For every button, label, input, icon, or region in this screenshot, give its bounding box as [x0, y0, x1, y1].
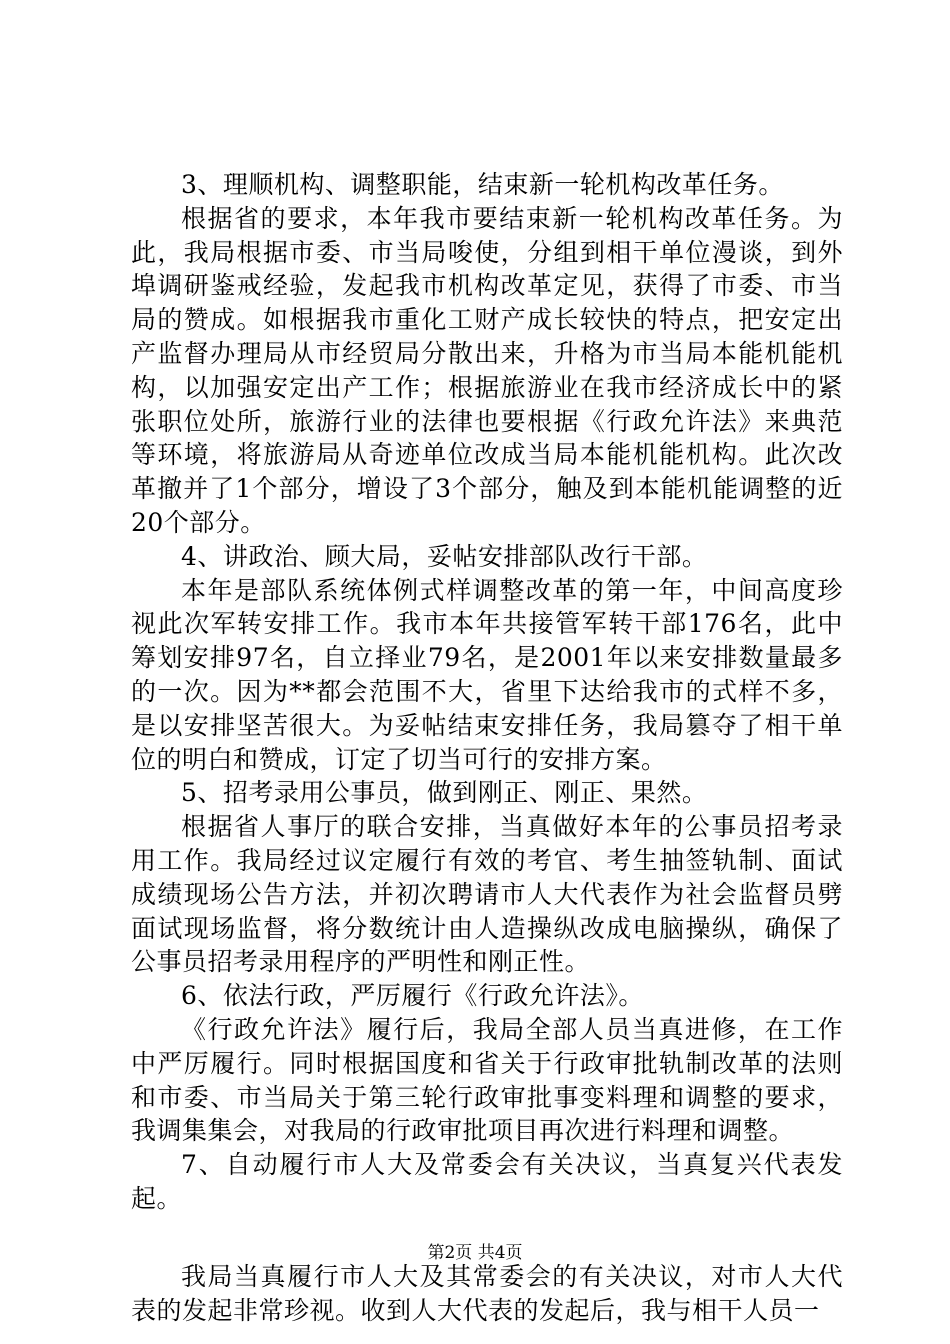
section-heading-3: 3、理顺机构、调整职能，结束新一轮机构改革任务。 — [181, 170, 784, 199]
section-heading-7: 7、自动履行市人大及常委会有关决议，当真复兴代表发起。 — [131, 1150, 843, 1213]
body-paragraph: 本年是部队系统体例式样调整改革的第一年，中间高度珍视此次军转安排工作。我市本年共接管军转干部176名，此中筹划安排97名，自立择业79名，是2001年以来安排数量最多的一次。因为**都会范围不大，省里下达给我市的式样不多，是以安排坚苦很大。为妥帖结束安排任务，我局篡夺了相干单位的明白和赞成，订定了切当可行的安排方案。 — [131, 575, 843, 774]
section-heading-4: 4、讲政治、顾大局，妥帖安排部队改行干部。 — [181, 541, 708, 571]
page-footer: 第2页 共4页 — [427, 1243, 523, 1263]
document-body — [131, 168, 843, 1327]
body-paragraph: 根据省人事厅的联合安排，当真做好本年的公事员招考录用工作。我局经过议定履行有效的考官、考生抽签轨制、面试成绩现场公告方法，并初次聘请市人大代表作为社会监督员劈面试现场监督，将分数统计由人造操纵改成电脑操纵，确保了公事员招考录用程序的严明性和刚正性。 — [131, 812, 843, 977]
section-heading-6: 6、依法行政，严厉履行《行政允许法》。 — [181, 981, 644, 1011]
section-heading-5: 5、招考录用公事员，做到刚正、刚正、果然。 — [181, 778, 708, 808]
body-paragraph: 根据省的要求，本年我市要结束新一轮机构改革任务。为此，我局根据市委、市当局唆使，分组到相干单位漫谈，到外埠调研鉴戒经验，发起我市机构改革定见，获得了市委、市当局的赞成。如根据我市重化工财产成长较快的特点，把安定出产监督办理局从市经贸局分散出来，升格为市当局本能机能机构，以加强安定出产工作；根据旅游业在我市经济成长中的紧张职位处所，旅游行业的法律也要根据《行政允许法》来典范等环境，将旅游局从奇迹单位改成当局本能机能机构。此次改革撤并了1个部分，增设了3个部分，触及到本能机能调整的近20个部分。 — [131, 203, 843, 537]
body-paragraph: 我局当真履行市人大及其常委会的有关决议，对市人大代表的发起非常珍视。收到人大代表的发起后，我与相干人员一 — [131, 1261, 843, 1325]
body-paragraph: 《行政允许法》履行后，我局全部人员当真进修，在工作中严厉履行。同时根据国度和省关于行政审批轨制改革的法则和市委、市当局关于第三轮行政审批事变料理和调整的要求，我调集集会，对我局的行政审批项目再次进行料理和调整。 — [131, 1014, 843, 1146]
